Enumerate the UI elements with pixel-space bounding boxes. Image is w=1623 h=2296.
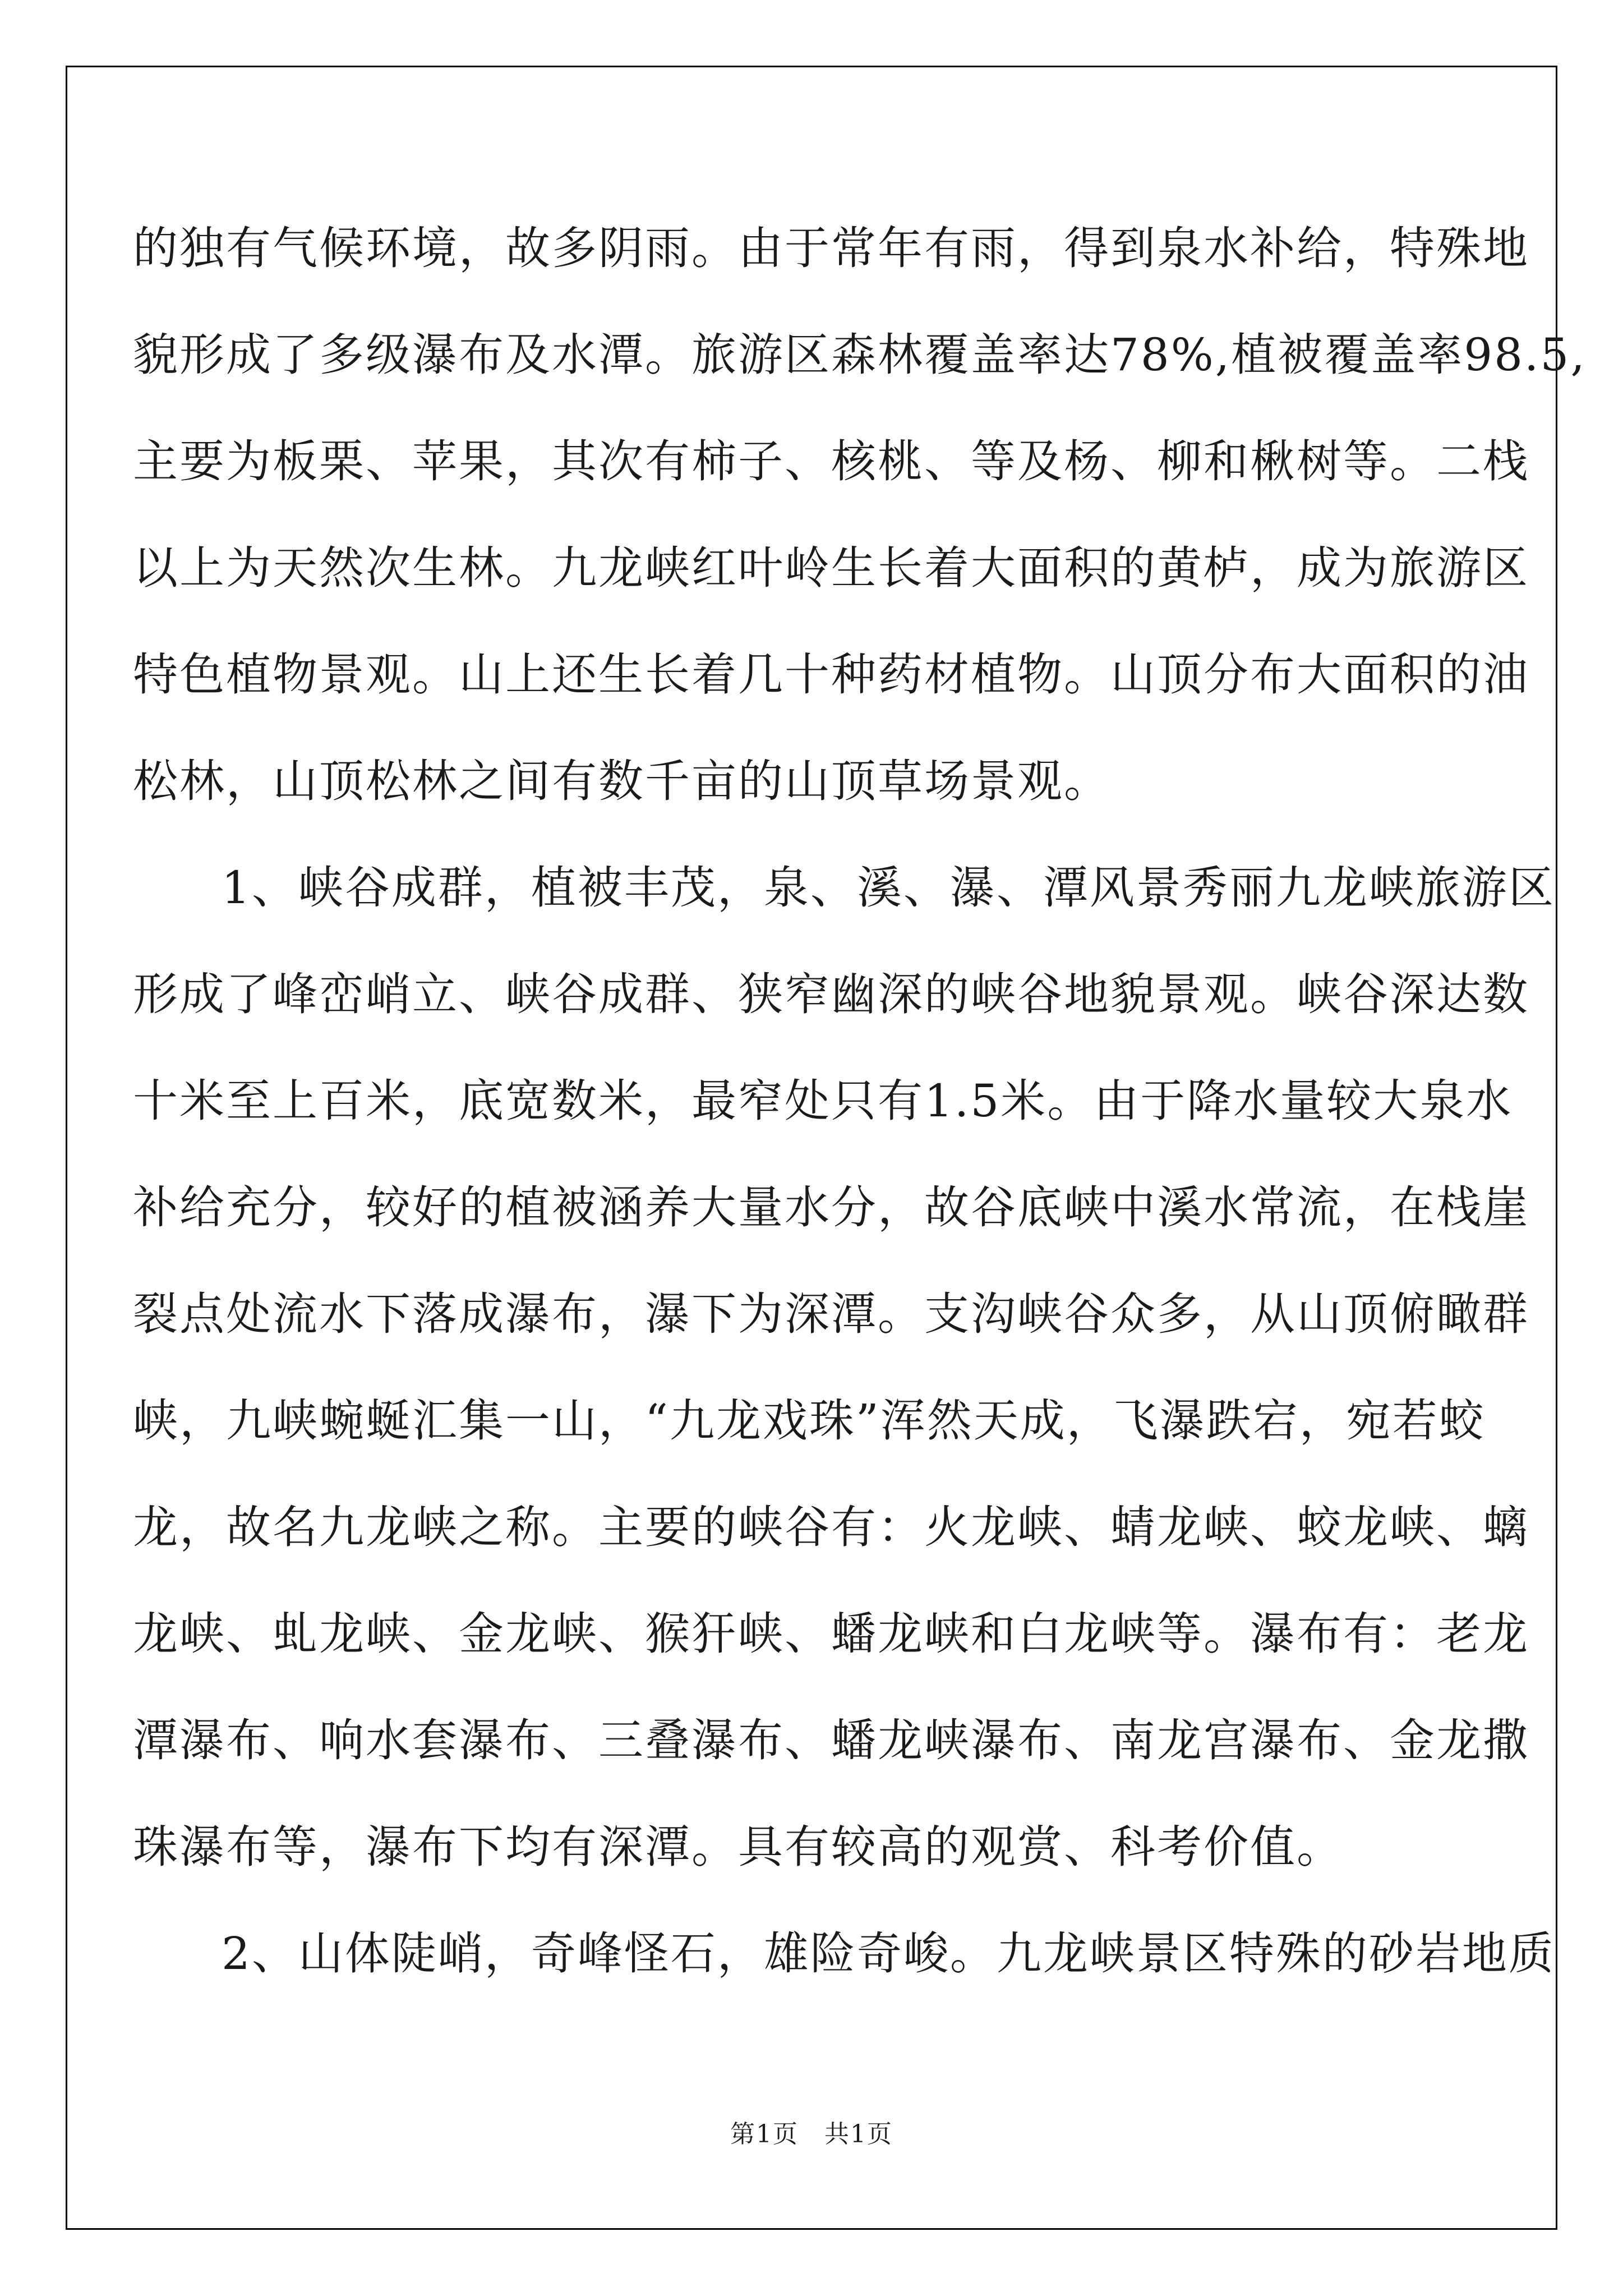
text-line: 十米至上百米，底宽数米，最窄处只有1.5米。由于降水量较大泉水 xyxy=(133,1075,1513,1127)
text-line: 龙峡、虬龙峡、金龙峡、猴犴峡、蟠龙峡和白龙峡等。瀑布有：老龙 xyxy=(133,1608,1529,1660)
text-line: 特色植物景观。山上还生长着几十种药材植物。山顶分布大面积的油 xyxy=(133,648,1529,701)
paragraph-start-line: 2、山体陡峭，奇峰怪石，雄险奇峻。九龙峡景区特殊的砂岩地质 xyxy=(222,1927,1555,1980)
text-line: 补给充分，较好的植被涵养大量水分，故谷底峡中溪水常流，在栈崖 xyxy=(133,1181,1529,1234)
text-line: 貌形成了多级瀑布及水潭。旅游区森林覆盖率达78%,植被覆盖率98.5, xyxy=(133,329,1587,381)
text-line: 潭瀑布、响水套瀑布、三叠瀑布、蟠龙峡瀑布、南龙宫瀑布、金龙撒 xyxy=(133,1714,1529,1766)
text-line: 峡，九峡蜿蜒汇集一山，“九龙戏珠”浑然天成，飞瀑跌宕，宛若蛟 xyxy=(133,1395,1486,1447)
paragraph-start-line: 1、峡谷成群，植被丰茂，泉、溪、瀑、潭风景秀丽九龙峡旅游区 xyxy=(222,862,1555,914)
text-line: 的独有气候环境，故多阴雨。由于常年有雨，得到泉水补给，特殊地 xyxy=(133,222,1529,274)
text-line: 以上为天然次生林。九龙峡红叶岭生长着大面积的黄栌，成为旅游区 xyxy=(133,542,1529,594)
text-line: 主要为板栗、苹果，其次有柿子、核桃、等及杨、柳和楸树等。二栈 xyxy=(133,435,1529,487)
text-line: 珠瀑布等，瀑布下均有深潭。具有较高的观赏、科考价值。 xyxy=(133,1821,1343,1873)
text-line: 松林，山顶松林之间有数千亩的山顶草场景观。 xyxy=(133,755,1110,807)
page-footer: 第1页 共1页 xyxy=(730,2120,893,2148)
text-line: 龙，故名九龙峡之称。主要的峡谷有：火龙峡、蜻龙峡、蛟龙峡、螭 xyxy=(133,1501,1529,1553)
text-line: 形成了峰峦峭立、峡谷成群、狭窄幽深的峡谷地貌景观。峡谷深达数 xyxy=(133,968,1529,1020)
text-line: 裂点处流水下落成瀑布，瀑下为深潭。支沟峡谷众多，从山顶俯瞰群 xyxy=(133,1288,1529,1340)
document-body xyxy=(133,195,1587,2007)
